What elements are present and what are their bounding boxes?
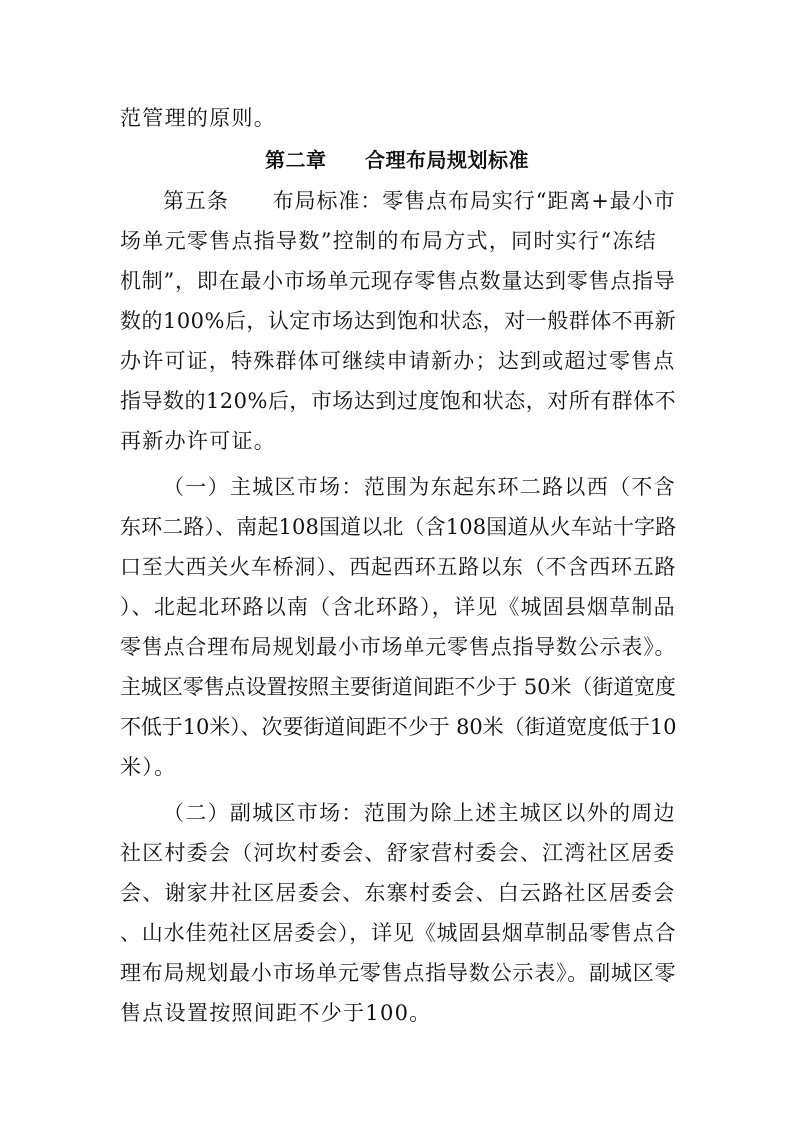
article-five-line: 再新办许可证。: [120, 429, 277, 453]
item-two-line: 、山水佳苑社区居委会），详见《城固县烟草制品零售点合: [120, 921, 677, 945]
item-one-line: 主城区零售点设置按照主要街道间距不少于 50米（街道宽度: [120, 675, 676, 699]
article-five-line: 指导数的120%后，市场达到过度饱和状态，对所有群体不: [120, 389, 677, 413]
item-two-line: 社区村委会（河坎村委会、舒家营村委会、江湾社区居委: [120, 841, 676, 865]
item-one-line: 不低于10米）、次要街道间距不少于 80米（街道宽度低于10: [120, 715, 677, 739]
item-one-line: 零售点合理布局规划最小市场单元零售点指导数公示表》。: [120, 635, 677, 659]
chapter-title: 合理布局规划标准: [365, 148, 529, 172]
item-two-line: 理布局规划最小市场单元零售点指导数公示表》。副城区零: [120, 961, 677, 985]
article-five-line: 数的100%后，认定市场达到饱和状态，对一般群体不再新: [120, 309, 677, 333]
item-one-line: 东环二路）、南起108国道以北（含108国道从火车站十字路: [120, 515, 677, 539]
item-one-line: ）、北起北环路以南（含北环路），详见《城固县烟草制品: [120, 595, 676, 619]
article-five-line: 场单元零售点指导数”控制的布局方式，同时实行“冻结: [120, 229, 657, 253]
item-one-line: 口至大西关火车桥洞）、西起西环五路以东（不含西环五路: [120, 555, 677, 579]
item-two-line: 会、谢家井社区居委会、东寨村委会、白云路社区居委会: [120, 881, 676, 905]
item-one-line: 米）。: [120, 755, 177, 779]
article-five-line: 第五条 布局标准：零售点布局实行“距离+最小市: [163, 189, 676, 213]
item-one-line: （一）主城区市场：范围为东起东环二路以西（不含: [163, 475, 676, 499]
chapter-number: 第二章: [265, 148, 327, 172]
chapter-heading: [265, 145, 555, 175]
article-five-line: 办许可证，特殊群体可继续申请新办；达到或超过零售点: [120, 349, 676, 373]
item-two-line: 售点设置按照间距不少于100。: [120, 1001, 432, 1025]
article-five-line: 机制”，即在最小市场单元现存零售点数量达到零售点指导: [120, 269, 676, 293]
item-two-line: （二）副城区市场：范围为除上述主城区以外的周边: [163, 801, 676, 825]
preceding-paragraph-end: 范管理的原则。: [120, 106, 277, 130]
